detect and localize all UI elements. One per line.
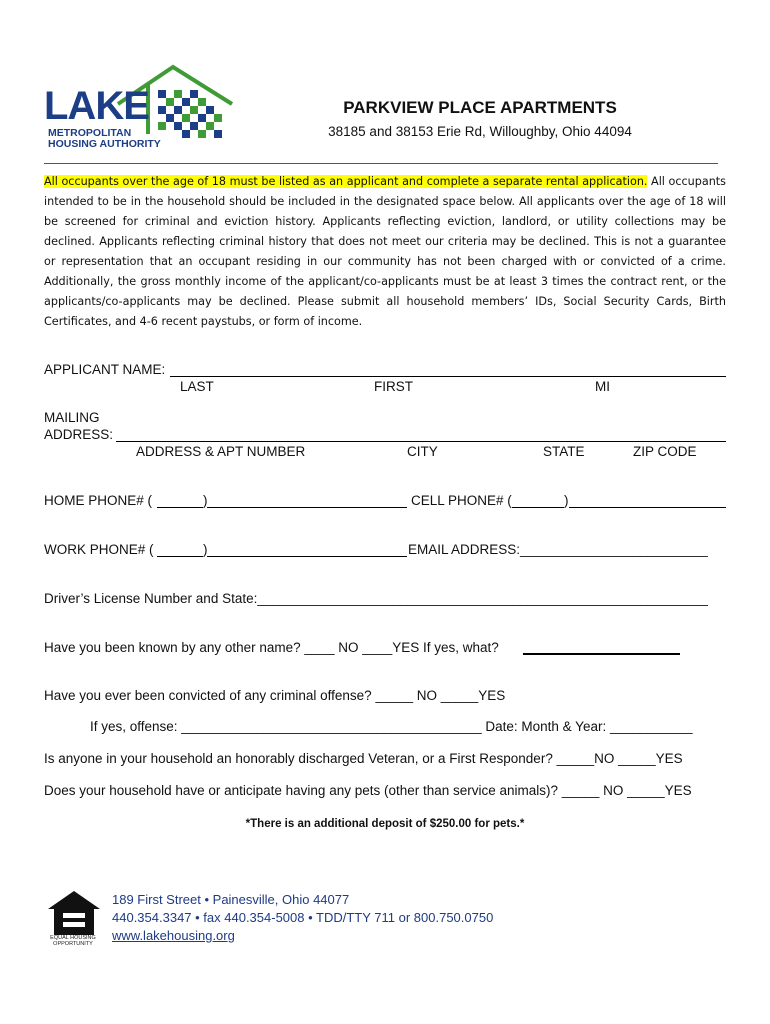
logo-text: LAKE <box>44 84 149 128</box>
zip-caption: ZIP CODE <box>633 444 697 459</box>
home-phone-paren: ) <box>203 493 208 508</box>
cell-phone-area-code[interactable] <box>512 507 564 508</box>
page-title: PARKVIEW PLACE APARTMENTS <box>343 98 617 117</box>
cell-phone-field[interactable] <box>569 507 726 508</box>
property-address: 38185 and 38153 Erie Rd, Willoughby, Ohio 44094 <box>328 124 632 139</box>
mailing-label: MAILING <box>44 410 100 425</box>
email-label[interactable]: EMAIL ADDRESS:_________________________ <box>408 542 708 557</box>
address-label: ADDRESS: <box>44 427 114 442</box>
intro-paragraph: All occupants over the age of 18 must be listed as an applicant and complete a separate rental application. All occupants intended to be in the household should be included in the designated space below. All applicants over the age of 18 will be screened for criminal and eviction history. Applicants reflecting eviction, landlord, or utility collections may be declined. Applicants reflecting criminal history that does not meet our criteria may be declined. This is not a guarantee or representation that an occupant residing in our community has not been charged with or convicted of a crime. Additionally, the gross monthly income of the applicant/co-applicants must be at least 3 times the contract rent, or the applicants/co-applicants may be declined. Please submit all household members’ IDs, Social Security Cards, Birth Certificates, and 4-6 recent paystubs, or form of income. <box>44 175 726 328</box>
criminal-offense-question[interactable]: Have you ever been convicted of any criminal offense? _____ NO _____YES <box>44 688 506 703</box>
applicant-name-label: APPLICANT NAME: <box>44 362 166 377</box>
pet-deposit-note: *There is an additional deposit of $250.00 for pets.* <box>245 818 525 830</box>
equal-housing-label: EQUAL HOUSING OPPORTUNITY <box>50 935 96 947</box>
applicant-name-field[interactable] <box>170 376 726 377</box>
home-phone-field[interactable] <box>207 507 407 508</box>
last-name-caption: LAST <box>180 379 214 394</box>
work-phone-label: WORK PHONE# ( <box>44 542 154 557</box>
footer-contact <box>112 891 493 945</box>
website-link[interactable]: www.lakehousing.org <box>112 928 235 943</box>
mailing-address-field[interactable] <box>116 441 726 442</box>
city-caption: CITY <box>407 444 438 459</box>
other-name-question[interactable]: Have you been known by any other name? ____ NO ____YES If yes, what? <box>44 640 499 655</box>
header-divider <box>44 163 718 164</box>
work-phone-area-code[interactable] <box>157 556 203 557</box>
home-phone-area-code[interactable] <box>157 507 203 508</box>
other-name-field[interactable] <box>523 653 680 655</box>
highlighted-requirement: All occupants over the age of 18 must be listed as an applicant and complete a separate rental application. <box>44 175 648 188</box>
offense-detail-field[interactable]: If yes, offense: ________________________________________ Date: Month & Year: ___________ <box>90 719 693 734</box>
equal-housing-icon <box>46 889 102 935</box>
pets-question[interactable]: Does your household have or anticipate having any pets (other than service animals)? _____ NO _____YES <box>44 783 692 798</box>
work-phone-field[interactable] <box>207 556 407 557</box>
drivers-license-field[interactable]: Driver’s License Number and State:____________________________________________________________ <box>44 591 708 606</box>
footer-phone: 440.354.3347 • fax 440.354-5008 • TDD/TTY 711 or 800.750.0750 <box>112 910 494 925</box>
logo-subtitle: METROPOLITAN HOUSING AUTHORITY <box>48 127 161 150</box>
state-caption: STATE <box>543 444 585 459</box>
first-name-caption: FIRST <box>374 379 413 394</box>
home-phone-label: HOME PHONE# ( <box>44 493 153 508</box>
middle-initial-caption: MI <box>595 379 610 394</box>
cell-phone-label: CELL PHONE# ( <box>411 493 512 508</box>
footer-address: 189 First Street • Painesville, Ohio 44077 <box>112 892 350 907</box>
address-apt-caption: ADDRESS & APT NUMBER <box>136 444 306 459</box>
work-phone-paren: ) <box>203 542 208 557</box>
cell-phone-paren: ) <box>564 493 569 508</box>
veteran-question[interactable]: Is anyone in your household an honorably discharged Veteran, or a First Responder? _____NO _____YES <box>44 751 683 766</box>
